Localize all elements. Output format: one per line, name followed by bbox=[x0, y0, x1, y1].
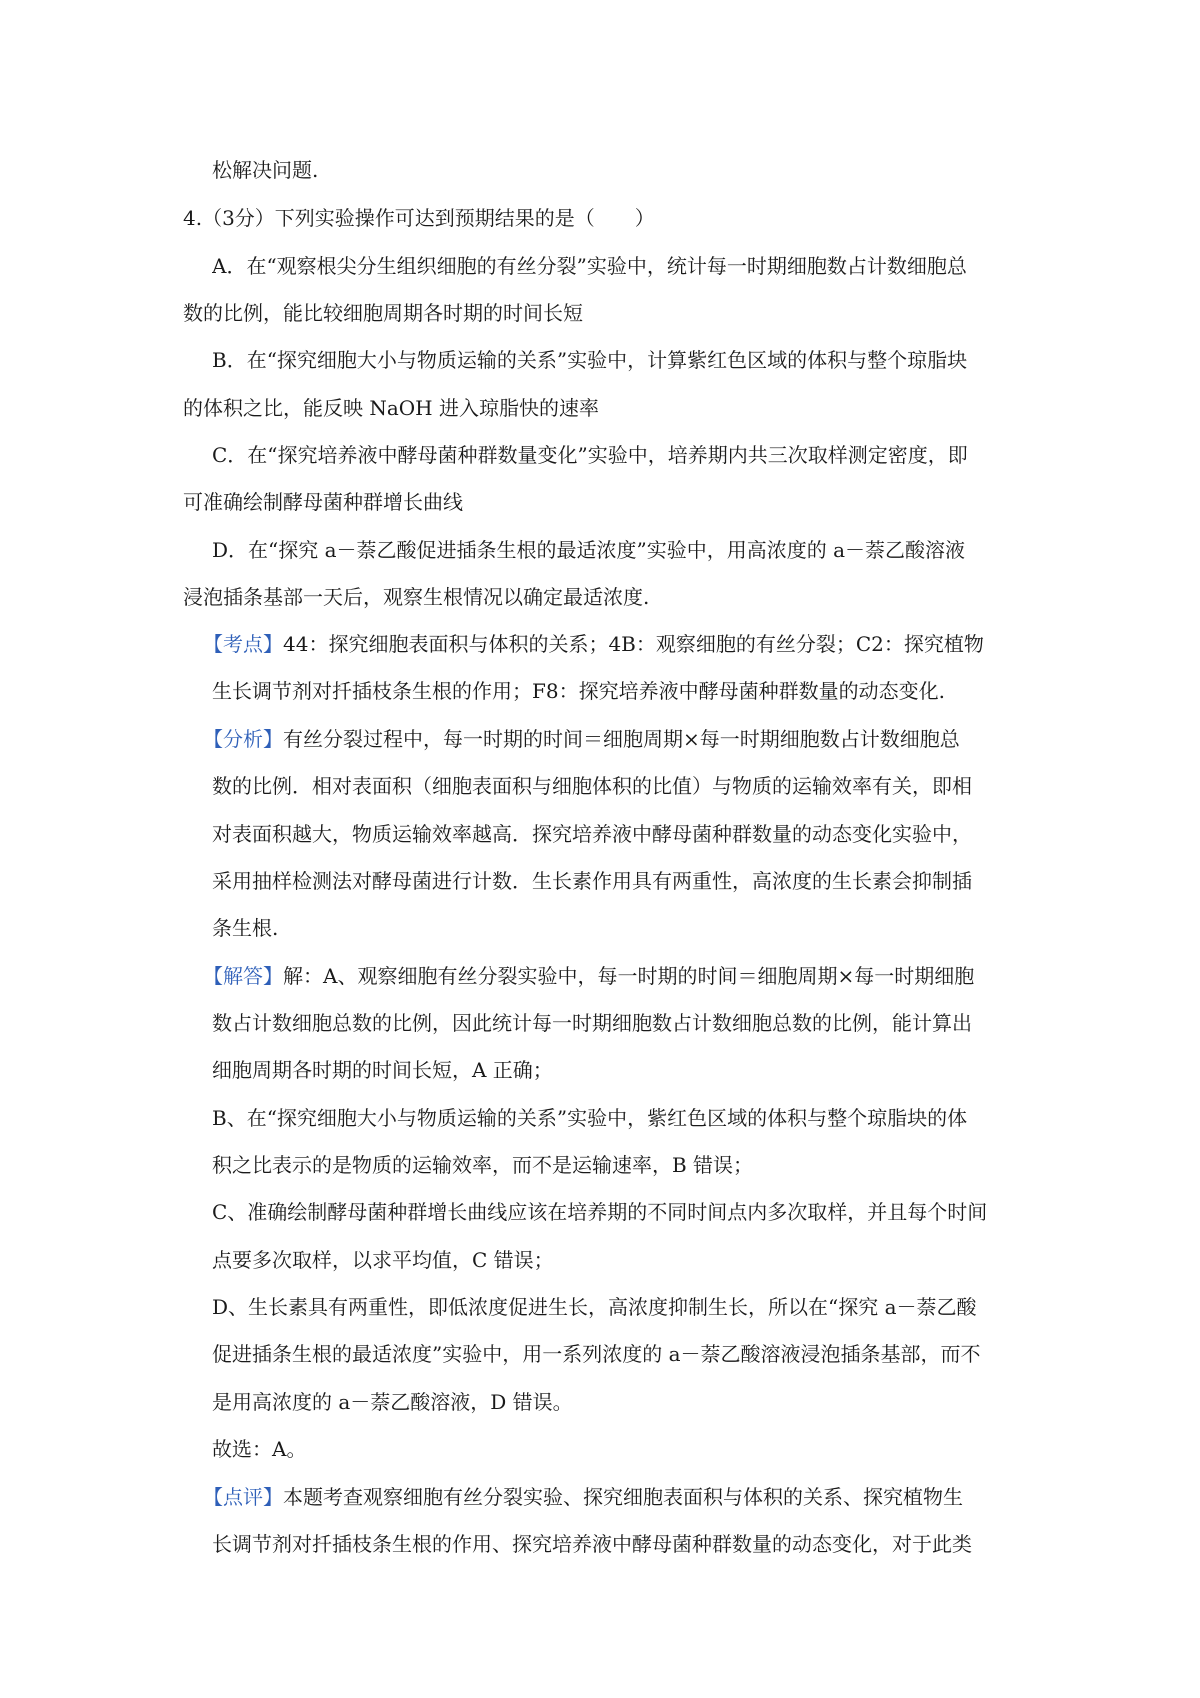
jieda-line-3: 细胞周期各时期的时间长短，A 正确； bbox=[212, 1058, 553, 1082]
option-d-line-1: D．在“探究 a－萘乙酸促进插条生根的最适浓度”实验中，用高浓度的 a－萘乙酸溶液 bbox=[212, 538, 966, 562]
jieda-line-10: 是用高浓度的 a－萘乙酸溶液，D 错误。 bbox=[212, 1390, 573, 1414]
dianping-line-2: 长调节剂对扦插枝条生根的作用、探究培养液中酵母菌种群数量的动态变化，对于此类 bbox=[212, 1532, 972, 1556]
jieda-text: 解：A、观察细胞有丝分裂实验中，每一时期的时间＝细胞周期×每一时期细胞 bbox=[283, 964, 975, 988]
dianping-text: 本题考查观察细胞有丝分裂实验、探究细胞表面积与体积的关系、探究植物生 bbox=[283, 1485, 963, 1509]
option-a-line-2: 数的比例，能比较细胞周期各时期的时间长短 bbox=[183, 301, 583, 325]
option-b-line-2: 的体积之比，能反映 NaOH 进入琼脂快的速率 bbox=[183, 396, 599, 420]
kaodian-text: 44：探究细胞表面积与体积的关系；4B：观察细胞的有丝分裂；C2：探究植物 bbox=[283, 632, 984, 656]
fenxi-text: 有丝分裂过程中，每一时期的时间＝细胞周期×每一时期细胞数占计数细胞总 bbox=[283, 727, 960, 751]
kaodian-line-2: 生长调节剂对扦插枝条生根的作用；F8：探究培养液中酵母菌种群数量的动态变化. bbox=[212, 679, 945, 703]
kaodian-tag: 【考点】 bbox=[203, 632, 283, 656]
fenxi-tag: 【分析】 bbox=[203, 727, 283, 751]
fenxi-line-3: 对表面积越大，物质运输效率越高．探究培养液中酵母菌种群数量的动态变化实验中， bbox=[212, 822, 972, 846]
jieda-line-9: 促进插条生根的最适浓度”实验中，用一系列浓度的 a－萘乙酸溶液浸泡插条基部，而不 bbox=[212, 1342, 981, 1366]
jieda-line-5: 积之比表示的是物质的运输效率，而不是运输速率，B 错误； bbox=[212, 1153, 754, 1177]
jieda-choice: 故选：A。 bbox=[212, 1437, 307, 1461]
jieda-line-2: 数占计数细胞总数的比例，因此统计每一时期细胞数占计数细胞总数的比例，能计算出 bbox=[212, 1011, 972, 1035]
jieda-line-4: B、在“探究细胞大小与物质运输的关系”实验中，紫红色区域的体积与整个琼脂块的体 bbox=[212, 1106, 968, 1130]
kaodian-line-1 bbox=[203, 624, 1033, 664]
fenxi-line-1 bbox=[203, 719, 1033, 759]
jieda-tag: 【解答】 bbox=[203, 964, 283, 988]
option-d-line-2: 浸泡插条基部一天后，观察生根情况以确定最适浓度. bbox=[183, 585, 650, 609]
fenxi-line-5: 条生根. bbox=[212, 916, 279, 940]
jieda-line-8: D、生长素具有两重性，即低浓度促进生长，高浓度抑制生长，所以在“探究 a－萘乙酸 bbox=[212, 1295, 977, 1319]
jieda-line-7: 点要多次取样，以求平均值，C 错误； bbox=[212, 1248, 554, 1272]
fenxi-line-4: 采用抽样检测法对酵母菌进行计数．生长素作用具有两重性，高浓度的生长素会抑制插 bbox=[212, 869, 972, 893]
prev-answer-tail: 松解决问题. bbox=[212, 158, 319, 182]
dianping-tag: 【点评】 bbox=[203, 1485, 283, 1509]
dianping-line-1 bbox=[203, 1477, 1033, 1517]
jieda-line-6: C、准确绘制酵母菌种群增长曲线应该在培养期的不同时间点内多次取样，并且每个时间 bbox=[212, 1200, 988, 1224]
option-c-line-2: 可准确绘制酵母菌种群增长曲线 bbox=[183, 490, 463, 514]
option-b-line-1: B．在“探究细胞大小与物质运输的关系”实验中，计算紫红色区域的体积与整个琼脂块 bbox=[212, 348, 968, 372]
jieda-line-1 bbox=[203, 956, 1033, 996]
option-a-line-1: A．在“观察根尖分生组织细胞的有丝分裂”实验中，统计每一时期细胞数占计数细胞总 bbox=[212, 254, 967, 278]
fenxi-line-2: 数的比例．相对表面积（细胞表面积与细胞体积的比值）与物质的运输效率有关，即相 bbox=[212, 774, 972, 798]
option-c-line-1: C．在“探究培养液中酵母菌种群数量变化”实验中，培养期内共三次取样测定密度，即 bbox=[212, 443, 968, 467]
question-stem: 4.（3分）下列实验操作可达到预期结果的是（ ） bbox=[183, 206, 655, 230]
